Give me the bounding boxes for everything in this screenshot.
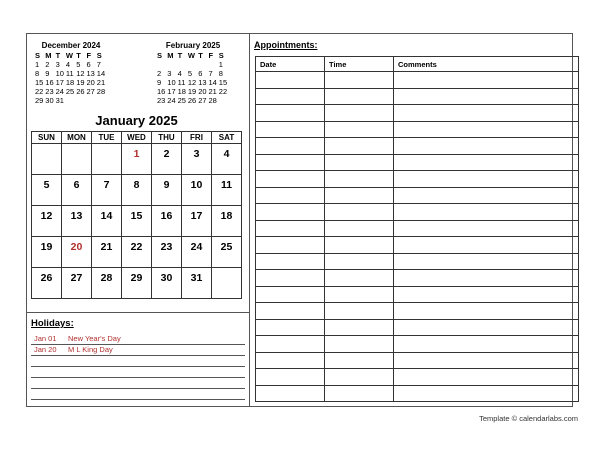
day-cell: 6 bbox=[198, 69, 203, 78]
day-cell: 9 bbox=[152, 175, 182, 206]
day-cell: 25 bbox=[65, 87, 75, 96]
day-cell: 22 bbox=[218, 87, 228, 96]
day-cell bbox=[86, 96, 96, 105]
holiday-date: Jan 01 bbox=[34, 334, 57, 343]
day-cell: 2 bbox=[152, 144, 182, 175]
day-cell: 14 bbox=[208, 78, 217, 87]
day-cell: 4 bbox=[212, 144, 242, 175]
day-cell: 23 bbox=[157, 96, 166, 105]
appointment-cell[interactable] bbox=[256, 253, 325, 270]
day-cell: 30 bbox=[45, 96, 54, 105]
appointment-cell[interactable] bbox=[394, 369, 579, 386]
footer-credit: Template © calendarlabs.com bbox=[479, 414, 578, 423]
appointment-cell[interactable] bbox=[256, 270, 325, 287]
appointment-row bbox=[256, 171, 579, 188]
day-cell: 26 bbox=[32, 268, 62, 299]
appointment-row bbox=[256, 121, 579, 138]
day-cell bbox=[219, 96, 229, 105]
day-cell: 27 bbox=[198, 96, 207, 105]
appointment-cell[interactable] bbox=[256, 121, 325, 138]
appointment-cell[interactable] bbox=[394, 204, 579, 221]
appointment-row bbox=[256, 303, 579, 320]
day-cell bbox=[97, 96, 107, 105]
day-cell bbox=[92, 144, 122, 175]
day-cell bbox=[32, 144, 62, 175]
appointment-cell[interactable] bbox=[325, 220, 394, 237]
appointment-cell[interactable] bbox=[325, 286, 394, 303]
day-cell: 9 bbox=[157, 78, 162, 87]
day-cell: 28 bbox=[92, 268, 122, 299]
appointment-cell[interactable] bbox=[325, 154, 394, 171]
day-cell: 8 bbox=[122, 175, 152, 206]
appointment-row bbox=[256, 138, 579, 155]
day-cell bbox=[76, 96, 86, 105]
appointment-row bbox=[256, 270, 579, 287]
day-cell bbox=[212, 268, 242, 299]
day-cell: 22 bbox=[122, 237, 152, 268]
appointment-cell[interactable] bbox=[256, 88, 325, 105]
day-cell: 13 bbox=[86, 69, 95, 78]
appointment-row bbox=[256, 72, 579, 89]
weekday-label: S bbox=[96, 51, 102, 60]
appointment-cell[interactable] bbox=[256, 171, 325, 188]
appointment-cell[interactable] bbox=[394, 105, 579, 122]
day-cell: 25 bbox=[212, 237, 242, 268]
day-cell: 30 bbox=[152, 268, 182, 299]
holiday-name: M L King Day bbox=[68, 345, 113, 354]
weekday-label: T bbox=[177, 51, 183, 60]
day-cell: 16 bbox=[152, 206, 182, 237]
day-cell: 28 bbox=[208, 96, 217, 105]
appointment-cell[interactable] bbox=[256, 286, 325, 303]
appointment-cell[interactable] bbox=[325, 105, 394, 122]
day-cell: 18 bbox=[177, 87, 186, 96]
day-cell: 18 bbox=[65, 78, 75, 87]
day-cell bbox=[167, 60, 177, 69]
appointment-row bbox=[256, 105, 579, 122]
day-cell: 17 bbox=[167, 87, 176, 96]
weekday-label: W bbox=[65, 51, 73, 60]
day-cell: 11 bbox=[212, 175, 242, 206]
appointment-cell[interactable] bbox=[325, 121, 394, 138]
day-cell: 23 bbox=[152, 237, 182, 268]
day-cell: 2 bbox=[45, 60, 50, 69]
day-cell: 24 bbox=[182, 237, 212, 268]
appointment-cell[interactable] bbox=[394, 253, 579, 270]
appointment-row bbox=[256, 204, 579, 221]
day-cell bbox=[178, 60, 188, 69]
appointment-cell[interactable] bbox=[256, 187, 325, 204]
day-cell: 11 bbox=[177, 78, 186, 87]
day-cell: 13 bbox=[62, 206, 92, 237]
appointment-cell[interactable] bbox=[256, 154, 325, 171]
day-cell: 4 bbox=[177, 69, 182, 78]
day-cell: 31 bbox=[55, 96, 64, 105]
appointment-cell[interactable] bbox=[325, 187, 394, 204]
appointment-cell[interactable] bbox=[325, 369, 394, 386]
day-cell: 10 bbox=[167, 78, 176, 87]
day-cell: 9 bbox=[45, 69, 50, 78]
appointment-cell[interactable] bbox=[325, 171, 394, 188]
day-cell: 5 bbox=[76, 60, 81, 69]
appointment-cell[interactable] bbox=[256, 319, 325, 336]
day-cell: 12 bbox=[187, 78, 197, 87]
day-cell: 20 bbox=[198, 87, 207, 96]
day-cell: 17 bbox=[182, 206, 212, 237]
day-cell: 11 bbox=[65, 69, 74, 78]
day-cell: 23 bbox=[45, 87, 54, 96]
day-cell: 21 bbox=[92, 237, 122, 268]
day-cell: 10 bbox=[182, 175, 212, 206]
day-cell bbox=[66, 96, 76, 105]
appointment-cell[interactable] bbox=[394, 187, 579, 204]
appointment-cell[interactable] bbox=[325, 303, 394, 320]
weekday-header: WED bbox=[122, 132, 152, 144]
appointment-row bbox=[256, 319, 579, 336]
appointment-cell[interactable] bbox=[394, 220, 579, 237]
weekday-header: SAT bbox=[212, 132, 242, 144]
day-cell bbox=[208, 60, 218, 69]
appointment-cell[interactable] bbox=[325, 336, 394, 353]
day-cell: 15 bbox=[122, 206, 152, 237]
appointment-cell[interactable] bbox=[325, 385, 394, 402]
day-cell: 27 bbox=[62, 268, 92, 299]
day-cell: 18 bbox=[212, 206, 242, 237]
day-cell: 7 bbox=[92, 175, 122, 206]
appointment-cell[interactable] bbox=[325, 138, 394, 155]
day-cell: 24 bbox=[55, 87, 64, 96]
appointment-cell[interactable] bbox=[256, 220, 325, 237]
appointment-row bbox=[256, 385, 579, 402]
day-cell: 8 bbox=[35, 69, 40, 78]
day-cell: 12 bbox=[76, 69, 85, 78]
appointment-cell[interactable] bbox=[394, 319, 579, 336]
weekday-label: F bbox=[86, 51, 92, 60]
holiday-date: Jan 20 bbox=[34, 345, 57, 354]
weekday-header: FRI bbox=[182, 132, 212, 144]
appointment-cell[interactable] bbox=[256, 385, 325, 402]
day-cell: 24 bbox=[167, 96, 176, 105]
mini-calendar-grid bbox=[157, 51, 229, 105]
appointment-cell[interactable] bbox=[394, 237, 579, 254]
appointment-row bbox=[256, 286, 579, 303]
day-cell: 26 bbox=[187, 96, 197, 105]
day-cell: 3 bbox=[55, 60, 60, 69]
day-cell: 29 bbox=[122, 268, 152, 299]
day-cell: 3 bbox=[167, 69, 172, 78]
day-cell: 1 bbox=[35, 60, 40, 69]
day-cell: 4 bbox=[65, 60, 71, 69]
mini-calendar-grid bbox=[35, 51, 107, 105]
appointment-row bbox=[256, 336, 579, 353]
weekday-label: S bbox=[218, 51, 224, 60]
column-header: Date bbox=[256, 57, 325, 72]
appointment-cell[interactable] bbox=[325, 319, 394, 336]
day-cell: 27 bbox=[86, 87, 95, 96]
day-cell: 20 bbox=[86, 78, 95, 87]
appointment-cell[interactable] bbox=[394, 286, 579, 303]
appointment-cell[interactable] bbox=[325, 352, 394, 369]
column-divider bbox=[249, 33, 250, 407]
day-cell: 17 bbox=[55, 78, 64, 87]
appointment-cell[interactable] bbox=[394, 336, 579, 353]
appointment-row bbox=[256, 237, 579, 254]
day-cell: 8 bbox=[218, 69, 223, 78]
weekday-header: SUN bbox=[32, 132, 62, 144]
appointment-cell[interactable] bbox=[256, 369, 325, 386]
month-calendar-grid bbox=[31, 131, 242, 299]
appointments-title: Appointments: bbox=[254, 40, 318, 50]
day-cell: 28 bbox=[96, 87, 106, 96]
day-cell: 25 bbox=[177, 96, 186, 105]
appointment-cell[interactable] bbox=[394, 72, 579, 89]
appointment-cell[interactable] bbox=[256, 204, 325, 221]
holiday-name: New Year's Day bbox=[68, 334, 121, 343]
weekday-label: W bbox=[187, 51, 195, 60]
weekday-label: T bbox=[198, 51, 203, 60]
appointment-cell[interactable] bbox=[256, 138, 325, 155]
appointment-row bbox=[256, 88, 579, 105]
day-cell: 2 bbox=[157, 69, 162, 78]
appointment-cell[interactable] bbox=[256, 72, 325, 89]
day-cell bbox=[62, 144, 92, 175]
appointment-cell[interactable] bbox=[394, 352, 579, 369]
day-cell: 1 bbox=[122, 144, 152, 175]
section-divider bbox=[26, 312, 249, 313]
weekday-label: M bbox=[45, 51, 52, 60]
day-cell: 7 bbox=[208, 69, 213, 78]
appointment-cell[interactable] bbox=[325, 253, 394, 270]
weekday-header: THU bbox=[152, 132, 182, 144]
day-cell: 6 bbox=[86, 60, 91, 69]
holiday-row bbox=[31, 388, 245, 400]
appointment-cell[interactable] bbox=[325, 204, 394, 221]
day-cell: 3 bbox=[182, 144, 212, 175]
appointments-table bbox=[255, 56, 579, 402]
weekday-label: T bbox=[55, 51, 61, 60]
day-cell: 5 bbox=[187, 69, 193, 78]
day-cell: 19 bbox=[187, 87, 197, 96]
mini-calendar-title: December 2024 bbox=[41, 41, 101, 50]
day-cell: 14 bbox=[96, 69, 106, 78]
day-cell: 16 bbox=[157, 87, 166, 96]
appointment-cell[interactable] bbox=[394, 270, 579, 287]
day-cell: 20 bbox=[62, 237, 92, 268]
day-cell: 1 bbox=[218, 60, 223, 69]
day-cell: 10 bbox=[55, 69, 64, 78]
day-cell: 26 bbox=[76, 87, 85, 96]
weekday-header: TUE bbox=[92, 132, 122, 144]
weekday-label: S bbox=[157, 51, 163, 60]
mini-calendar-next bbox=[157, 41, 229, 105]
appointment-cell[interactable] bbox=[256, 105, 325, 122]
appointment-row bbox=[256, 369, 579, 386]
day-cell bbox=[198, 60, 208, 69]
day-cell: 22 bbox=[35, 87, 44, 96]
appointment-cell[interactable] bbox=[325, 270, 394, 287]
appointment-cell[interactable] bbox=[256, 303, 325, 320]
weekday-header: MON bbox=[62, 132, 92, 144]
mini-calendar-previous bbox=[35, 41, 107, 105]
day-cell: 6 bbox=[62, 175, 92, 206]
weekday-label: M bbox=[167, 51, 174, 60]
appointment-cell[interactable] bbox=[394, 88, 579, 105]
day-cell: 31 bbox=[182, 268, 212, 299]
day-cell bbox=[188, 60, 198, 69]
day-cell: 19 bbox=[76, 78, 85, 87]
day-cell: 5 bbox=[32, 175, 62, 206]
appointment-cell[interactable] bbox=[394, 385, 579, 402]
appointment-cell[interactable] bbox=[256, 336, 325, 353]
appointment-row bbox=[256, 154, 579, 171]
appointment-cell[interactable] bbox=[394, 303, 579, 320]
appointment-cell[interactable] bbox=[394, 121, 579, 138]
day-cell: 21 bbox=[96, 78, 106, 87]
day-cell: 19 bbox=[32, 237, 62, 268]
appointment-cell[interactable] bbox=[325, 72, 394, 89]
column-header: Comments bbox=[394, 57, 579, 72]
appointment-cell[interactable] bbox=[394, 138, 579, 155]
day-cell: 21 bbox=[208, 87, 217, 96]
column-header: Time bbox=[325, 57, 394, 72]
weekday-label: S bbox=[35, 51, 41, 60]
day-cell: 15 bbox=[218, 78, 228, 87]
day-cell: 15 bbox=[35, 78, 44, 87]
day-cell: 7 bbox=[96, 60, 101, 69]
day-cell: 14 bbox=[92, 206, 122, 237]
appointment-row bbox=[256, 187, 579, 204]
appointment-row bbox=[256, 220, 579, 237]
appointment-cell[interactable] bbox=[394, 154, 579, 171]
day-cell: 12 bbox=[32, 206, 62, 237]
appointment-row bbox=[256, 253, 579, 270]
holidays-title: Holidays: bbox=[31, 318, 74, 329]
day-cell bbox=[157, 60, 167, 69]
appointment-cell[interactable] bbox=[394, 171, 579, 188]
day-cell: 13 bbox=[198, 78, 207, 87]
appointment-cell[interactable] bbox=[256, 352, 325, 369]
day-cell: 16 bbox=[45, 78, 54, 87]
appointment-cell[interactable] bbox=[325, 88, 394, 105]
mini-calendar-title: February 2025 bbox=[165, 41, 221, 50]
appointment-row bbox=[256, 352, 579, 369]
month-title: January 2025 bbox=[95, 113, 178, 128]
day-cell: 29 bbox=[35, 96, 44, 105]
weekday-label: F bbox=[208, 51, 214, 60]
appointment-cell[interactable] bbox=[325, 237, 394, 254]
weekday-label: T bbox=[76, 51, 81, 60]
appointment-cell[interactable] bbox=[256, 237, 325, 254]
